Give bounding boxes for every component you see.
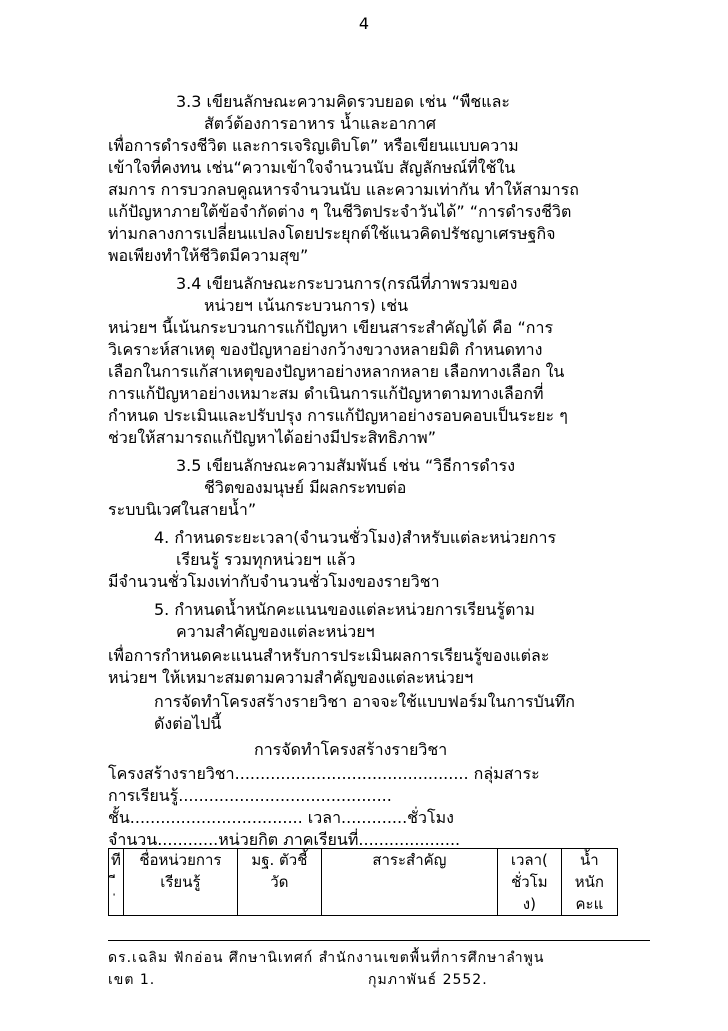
text-line: ช่วยให้สามารถแก้ปัญหาได้อย่างมีประสิทธิภาพ” bbox=[108, 428, 437, 447]
text-line: 5. กำหนดน้ำหนักคะแนนของแต่ละหน่วยการเรียนรู้ตาม bbox=[154, 600, 535, 619]
text-line: เข้าใจที่คงทน เช่น“ความเข้าใจจำนวนนับ สัญลักษณ์ที่ใช้ใน bbox=[108, 158, 516, 177]
header-cell-line: สาระสำคัญ bbox=[372, 851, 447, 869]
header-cell-time bbox=[497, 849, 561, 916]
header-cell-line bbox=[111, 893, 121, 915]
text-line: ชั้น.................................. เวลา.............ชั่วโมง bbox=[108, 808, 454, 827]
text-line: การเรียนรู้.......................................... bbox=[108, 786, 392, 805]
text-line: กำหนด ประเมินและปรับปรุง การแก้ปัญหาอย่างรอบคอบเป็นระยะ ๆ bbox=[108, 406, 568, 425]
header-cell-line: ชั่วโม bbox=[511, 873, 548, 891]
footer-line-author: ดร.เฉลิม ฟักอ่อน ศึกษานิเทศก์ สำนักงานเขตพื้นที่การศึกษาลำพูน bbox=[108, 950, 545, 966]
text-line: สมการ การบวกลบคูณหารจำนวนนับ และความเท่ากัน ทำให้สามารถ bbox=[108, 180, 579, 199]
text-line: หน่วยฯ นี้เน้นกระบวนการแก้ปัญหา เขียนสาระสำคัญได้ คือ “การ bbox=[108, 318, 554, 337]
text-line: ดังต่อไปนี้ bbox=[154, 714, 222, 733]
text-line: การจัดทำโครงสร้างรายวิชา bbox=[254, 740, 448, 759]
header-cell-line: วัด bbox=[270, 873, 289, 891]
footer-line-date: กุมภาพันธ์ 2552. bbox=[368, 972, 488, 988]
text-line: 4. กำหนดระยะเวลา(จำนวนชั่วโมง)สำหรับแต่ละหน่วยการ bbox=[154, 528, 557, 547]
text-line: 3.4 เขียนลักษณะกระบวนการ(กรณีที่ภาพรวมของ bbox=[176, 274, 518, 293]
header-cell-line: เวลา( bbox=[510, 851, 548, 869]
header-cell-unit-name bbox=[123, 849, 237, 916]
text-line: วิเคราะห์สาเหตุ ของปัญหาอย่างกว้างขวางหลายมิติ กำหนดทาง bbox=[108, 340, 543, 359]
header-cell-line bbox=[111, 871, 121, 893]
header-cell-standard bbox=[237, 849, 321, 916]
header-cell-line: ง) bbox=[522, 895, 536, 913]
footer-divider bbox=[108, 940, 650, 941]
text-line: 3.5 เขียนลักษณะความสัมพันธ์ เช่น “วิธีการดำรง bbox=[176, 456, 516, 475]
header-cell-line: น้ำ bbox=[580, 851, 599, 869]
table-header-row bbox=[109, 849, 618, 916]
course-structure-table bbox=[108, 848, 618, 916]
text-line: ความสำคัญของแต่ละหน่วยฯ bbox=[176, 622, 375, 641]
header-cell-line: ชื่อหน่วยการ bbox=[139, 851, 222, 869]
text-line: แก้ปัญหาภายใต้ข้อจำกัดต่าง ๆ ในชีวิตประจำวันได้” “การดำรงชีวิต bbox=[108, 202, 572, 221]
text-line: เพื่อการดำรงชีวิต และการเจริญเติบโต” หรือเขียนแบบความ bbox=[108, 136, 519, 155]
header-cell-line: คะแ bbox=[575, 895, 604, 913]
text-line: มีจำนวนชั่วโมงเท่ากับจำนวนชั่วโมงของรายวิชา bbox=[108, 572, 440, 591]
text-line: 3.3 เขียนลักษณะความคิดรวบยอด เช่น “พืชและ bbox=[176, 92, 510, 111]
text-line: โครงสร้างรายวิชา.............................................. กลุ่มสาระ bbox=[108, 764, 540, 783]
header-cell-weight bbox=[561, 849, 617, 916]
header-cell-line: ที bbox=[111, 851, 121, 869]
header-cell-line: มฐ. ตัวชี้ bbox=[251, 851, 308, 869]
text-line: เรียนรู้ รวมทุกหน่วยฯ แล้ว bbox=[176, 550, 356, 569]
text-line: การจัดทำโครงสร้างรายวิชา อาจจะใช้แบบฟอร์มในการบันทึก bbox=[154, 692, 575, 711]
text-line: เพื่อการกำหนดคะแนนสำหรับการประเมินผลการเรียนรู้ของแต่ละ bbox=[108, 646, 550, 665]
page-number: 4 bbox=[358, 14, 370, 33]
text-line: จำนวน............หน่วยกิต ภาคเรียนที่.................... bbox=[108, 830, 461, 849]
header-cell-line: หนัก bbox=[574, 873, 604, 891]
text-line: ระบบนิเวศในสายน้ำ” bbox=[108, 500, 257, 519]
footer-line-area: เขต 1. bbox=[108, 972, 156, 988]
header-cell-key-concept bbox=[321, 849, 497, 916]
text-line: สัตว์ต้องการอาหาร น้ำและอากาศ bbox=[204, 114, 437, 133]
text-line: ชีวิตของมนุษย์ มีผลกระทบต่อ bbox=[204, 478, 407, 497]
text-line: หน่วยฯ ให้เหมาะสมตามความสำคัญของแต่ละหน่วยฯ bbox=[108, 668, 474, 687]
text-line: เลือกในการแก้สาเหตุของปัญหาอย่างหลากหลาย เลือกทางเลือก ใน bbox=[108, 362, 565, 381]
header-cell-line: เรียนรู้ bbox=[160, 873, 201, 891]
text-line: การแก้ปัญหาอย่างเหมาะสม ดำเนินการแก้ปัญหาตามทางเลือกที่ bbox=[108, 384, 544, 403]
header-cell-number bbox=[109, 849, 124, 916]
text-line: หน่วยฯ เน้นกระบวนการ) เช่น bbox=[204, 296, 409, 315]
text-line: ท่ามกลางการเปลี่ยนแปลงโดยประยุกต์ใช้แนวคิดปรัชญาเศรษฐกิจ bbox=[108, 224, 556, 243]
text-line: พอเพียงทำให้ชีวิตมีความสุข” bbox=[108, 246, 309, 265]
